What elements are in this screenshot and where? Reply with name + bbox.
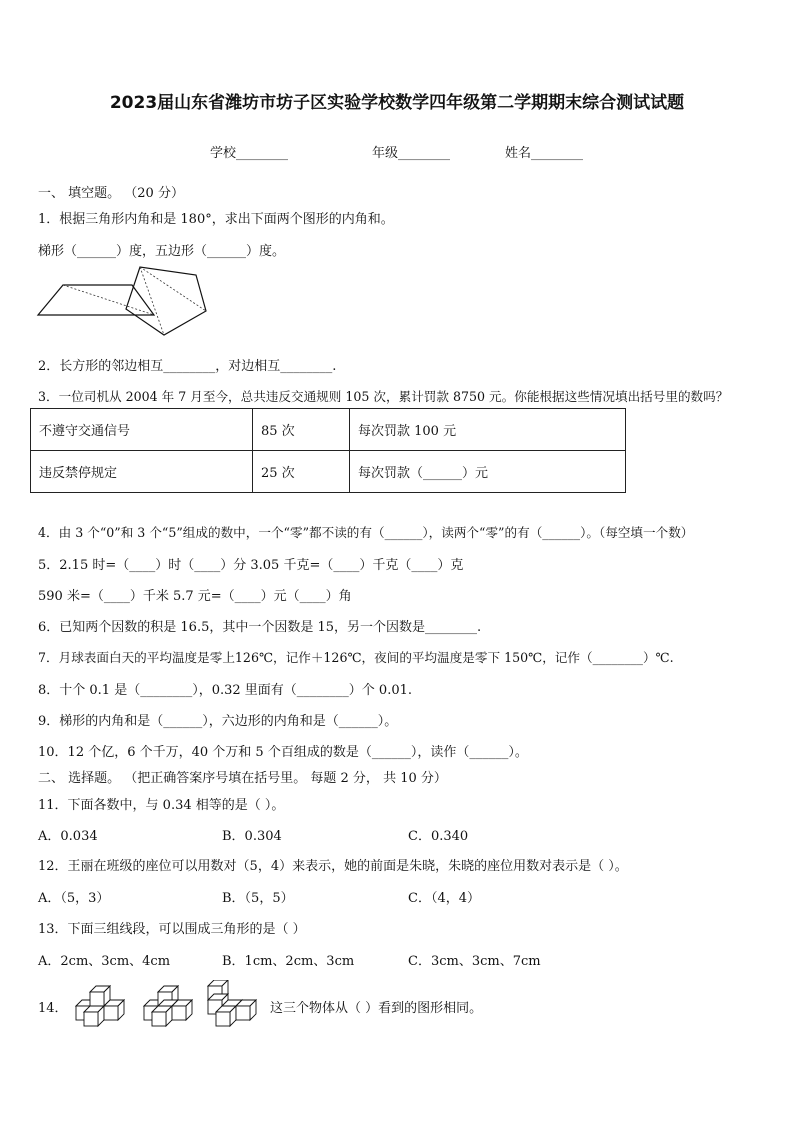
question-2: 2．长方形的邻边相互________，对边相互________. xyxy=(38,359,337,374)
option-b: B．1cm、2cm、3cm xyxy=(222,954,355,969)
section-2-heading: 二、 选择题。 （把正确答案序号填在括号里。 每题 2 分， 共 10 分） xyxy=(38,771,447,786)
question-10: 10．12 个亿，6 个千万，40 个万和 5 个百组成的数是（______），读作（______）。 xyxy=(38,745,528,760)
question-7: 7．月球表面白天的平均温度是零上126℃，记作＋126℃，夜间的平均温度是零下 150℃，记作（________）℃. xyxy=(38,650,674,665)
question-6: 6．已知两个因数的积是 16.5，其中一个因数是 15，另一个因数是________. xyxy=(38,620,482,635)
table-cell: 不遵守交通信号 xyxy=(31,409,253,451)
option-a: A．0.034 xyxy=(38,829,98,844)
question-13: 13．下面三组线段，可以围成三角形的是（ ） xyxy=(38,922,306,937)
table-cell: 每次罚款（______）元 xyxy=(350,451,626,493)
table-row xyxy=(31,451,626,493)
option-c: C．（4，4） xyxy=(408,891,480,906)
option-c: C．3cm、3cm、7cm xyxy=(408,954,541,969)
question-11: 11．下面各数中，与 0.34 相等的是（ ）。 xyxy=(38,798,285,813)
table-cell: 每次罚款 100 元 xyxy=(350,409,626,451)
question-4: 4．由 3 个“0”和 3 个“5”组成的数中，一个“零”都不读的有（______），读两个“零”的有（______）。（每空填一个数） xyxy=(38,525,694,540)
trapezoid-icon xyxy=(38,285,154,315)
section-1-heading: 一、 填空题。 （20 分） xyxy=(38,186,184,201)
table-cell: 85 次 xyxy=(253,409,350,451)
question-1: 1．根据三角形内角和是 180°，求出下面两个图形的内角和。 xyxy=(38,212,394,227)
question-9: 9．梯形的内角和是（______），六边形的内角和是（______）。 xyxy=(38,714,398,729)
option-c: C．0.340 xyxy=(408,829,469,844)
cube-stack-1-icon xyxy=(76,986,124,1026)
pentagon-icon xyxy=(126,267,206,335)
question-14-number: 14． xyxy=(38,1001,68,1016)
school-field: 学校________ xyxy=(210,146,289,161)
option-a: A．（5，3） xyxy=(38,891,110,906)
cube-stack-2-icon xyxy=(144,986,192,1026)
question-8: 8．十个 0.1 是（________），0.32 里面有（________）个 0.01. xyxy=(38,683,412,698)
option-b: B．0.304 xyxy=(222,829,282,844)
cube-figures xyxy=(70,980,265,1028)
option-b: B．（5，5） xyxy=(222,891,294,906)
table-row xyxy=(31,409,626,451)
question-3: 3．一位司机从 2004 年 7 月至今，总共违反交通规则 105 次，累计罚款 8750 元。你能根据这些情况填出括号里的数吗？ xyxy=(38,389,729,404)
option-a: A．2cm、3cm、4cm xyxy=(38,954,171,969)
cube-stack-3-icon xyxy=(208,980,256,1026)
question-1-blanks: 梯形（______）度，五边形（______）度。 xyxy=(38,244,286,259)
name-field: 姓名________ xyxy=(505,146,584,161)
grade-field: 年级________ xyxy=(372,146,451,161)
question-5-line-2: 590 米=（____）千米 5.7 元=（____）元（____）角 xyxy=(38,589,352,604)
fines-table xyxy=(30,408,626,493)
question-12: 12．王丽在班级的座位可以用数对（5，4）来表示，她的前面是朱晓，朱晓的座位用数对表示是（ ）。 xyxy=(38,859,628,874)
table-cell: 25 次 xyxy=(253,451,350,493)
question-14-text: 这三个物体从（ ）看到的图形相同。 xyxy=(270,1001,483,1016)
table-cell: 违反禁停规定 xyxy=(31,451,253,493)
question-5-line-1: 5．2.15 时=（____）时（____）分 3.05 千克=（____）千克（____）克 xyxy=(38,558,464,573)
page-title: 2023届山东省潍坊市坊子区实验学校数学四年级第二学期期末综合测试试题 xyxy=(109,93,685,113)
shapes-figure xyxy=(36,265,236,345)
